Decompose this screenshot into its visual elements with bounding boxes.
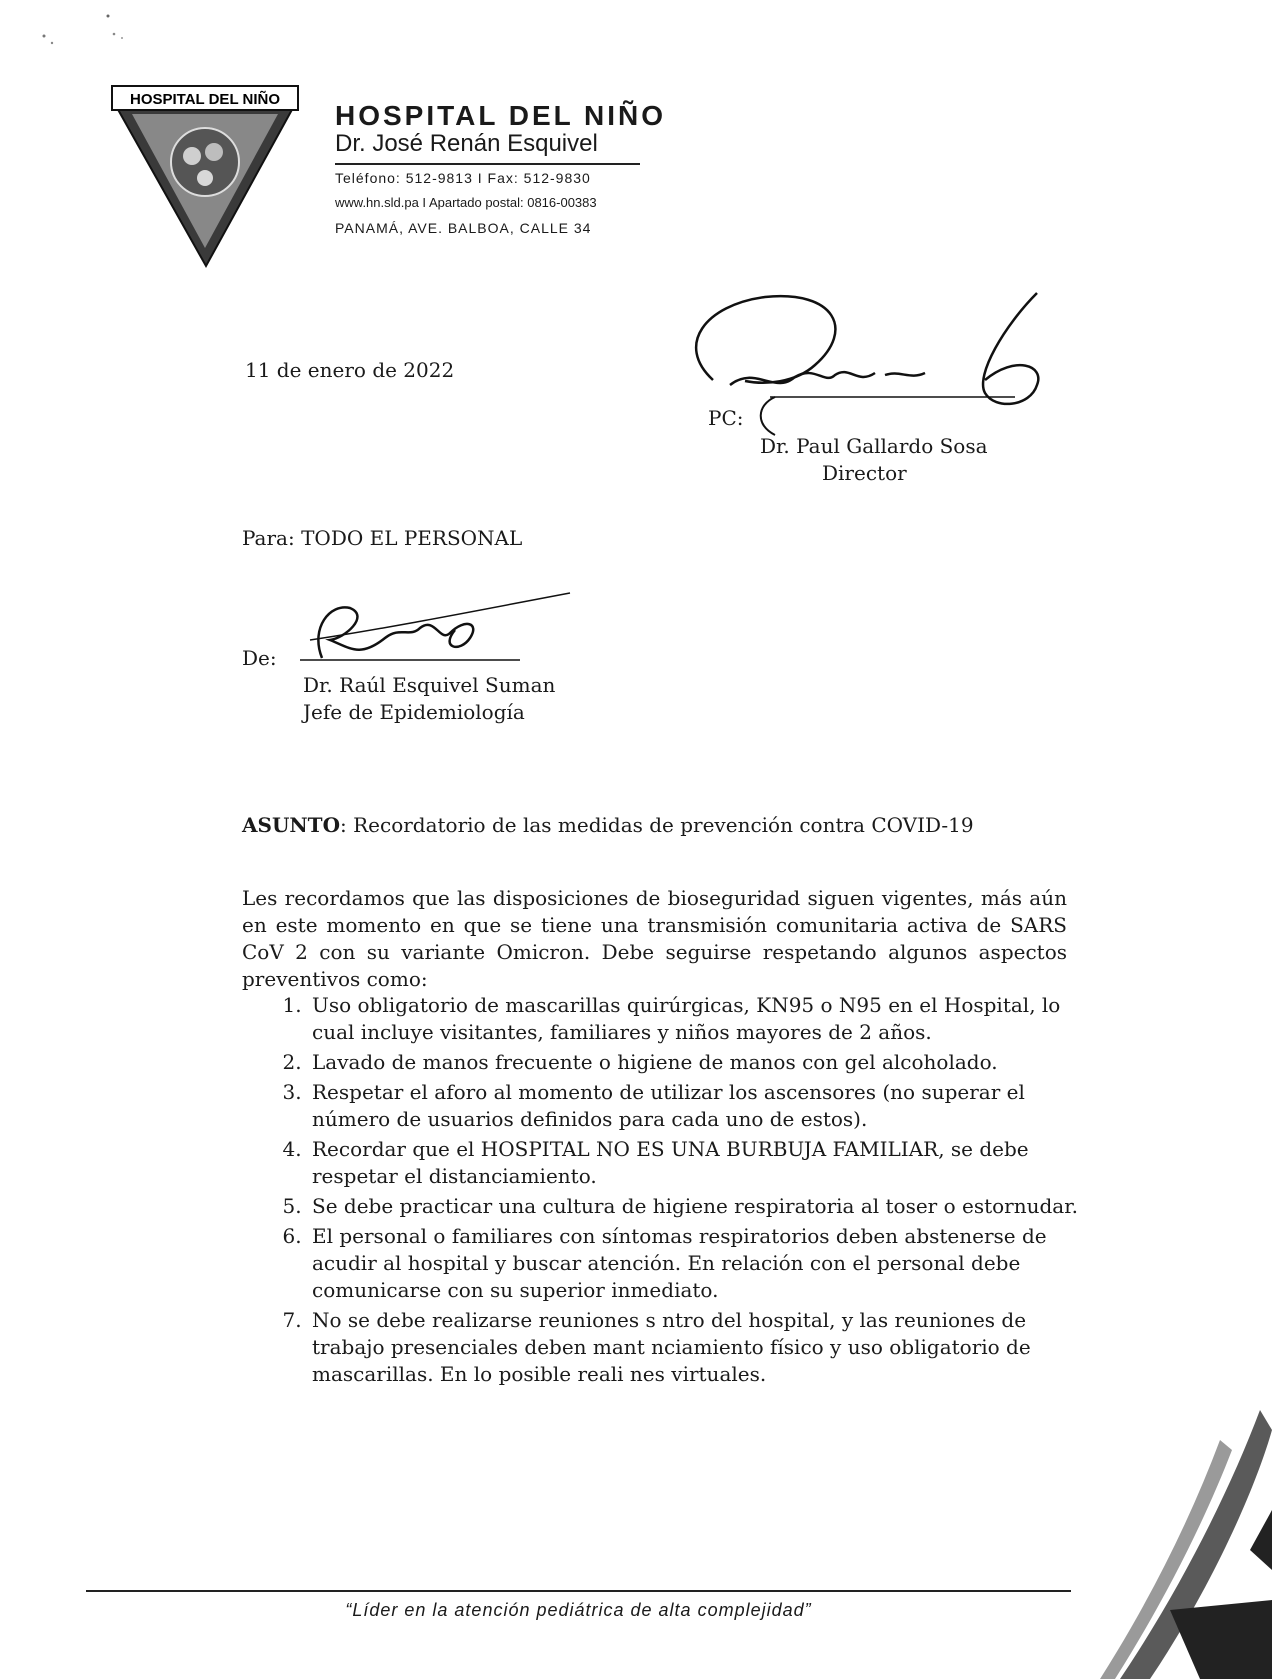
letterhead-address: PANAMÁ, AVE. BALBOA, CALLE 34: [335, 220, 592, 236]
logo-text: HOSPITAL DEL NIÑO: [129, 91, 281, 108]
intro-paragraph: Les recordamos que las disposiciones de bioseguridad siguen vigentes, más aún en este momento en que se tiene una transmisión comunitaria activa de SARS CoV 2 con su variante Omicron. Debe seguirse respetando algunos aspectos preventivos como:: [242, 886, 1067, 991]
to-label: Para:: [242, 526, 295, 550]
letterhead-title: HOSPITAL DEL NIÑO: [335, 100, 667, 131]
decorative-stripes-icon: [1060, 1400, 1272, 1679]
from-role: Jefe de Epidemiología: [303, 700, 525, 724]
cc-name: Dr. Paul Gallardo Sosa: [760, 434, 988, 458]
letterhead-web: www.hn.sld.pa I Apartado postal: 0816-00383: [335, 195, 597, 210]
prevention-list: [272, 992, 1103, 1391]
to-value: TODO EL PERSONAL: [301, 526, 523, 550]
letterhead-rule: [335, 163, 640, 165]
list-item: 1. Uso obligatorio de mascarillas quirúrgicas, KN95 o N95 en el Hospital, lo cual incluye visitantes, familiares y niños mayores de 2 años.: [308, 992, 1103, 1046]
subject-label: ASUNTO: [242, 813, 340, 837]
letter-date: 11 de enero de 2022: [245, 358, 455, 382]
epidemiology-signature: [290, 588, 580, 678]
list-item: 6. El personal o familiares con síntomas respiratorios deben abstenerse de acudir al hospital y buscar atención. En relación con el personal debe comunicarse con su superior inmediato.: [308, 1223, 1103, 1304]
from-name: Dr. Raúl Esquivel Suman: [303, 673, 556, 697]
cc-label: PC:: [708, 406, 744, 430]
list-item: 2. Lavado de manos frecuente o higiene de manos con gel alcoholado.: [308, 1049, 1103, 1076]
footer-rule: [86, 1590, 1071, 1592]
letterhead-phone: Teléfono: 512-9813 I Fax: 512-9830: [335, 170, 591, 186]
list-item: 3. Respetar el aforo al momento de utilizar los ascensores (no superar el número de usuarios definidos para cada uno de estos).: [308, 1079, 1103, 1133]
list-item: 5. Se debe practicar una cultura de higiene respiratoria al toser o estornudar.: [308, 1193, 1103, 1220]
footer-quote: “Líder en la atención pediátrica de alta complejidad”: [345, 1600, 812, 1620]
scan-specks: [30, 10, 150, 60]
from-label: De:: [242, 646, 277, 670]
letterhead-subtitle: Dr. José Renán Esquivel: [335, 130, 598, 157]
hospital-logo: [110, 80, 300, 270]
subject-value: : Recordatorio de las medidas de prevención contra COVID-19: [340, 813, 974, 837]
list-item: 7. No se debe realizarse reuniones s ntro del hospital, y las reuniones de trabajo presenciales deben mant nciamiento físico y uso obligatorio de mascarillas. En lo posible reali nes virtuales.: [308, 1307, 1103, 1388]
to-line: [242, 525, 522, 552]
subject-line: [242, 812, 974, 839]
cc-role: Director: [822, 461, 907, 485]
list-item: 4. Recordar que el HOSPITAL NO ES UNA BURBUJA FAMILIAR, se debe respetar el distanciamiento.: [308, 1136, 1103, 1190]
